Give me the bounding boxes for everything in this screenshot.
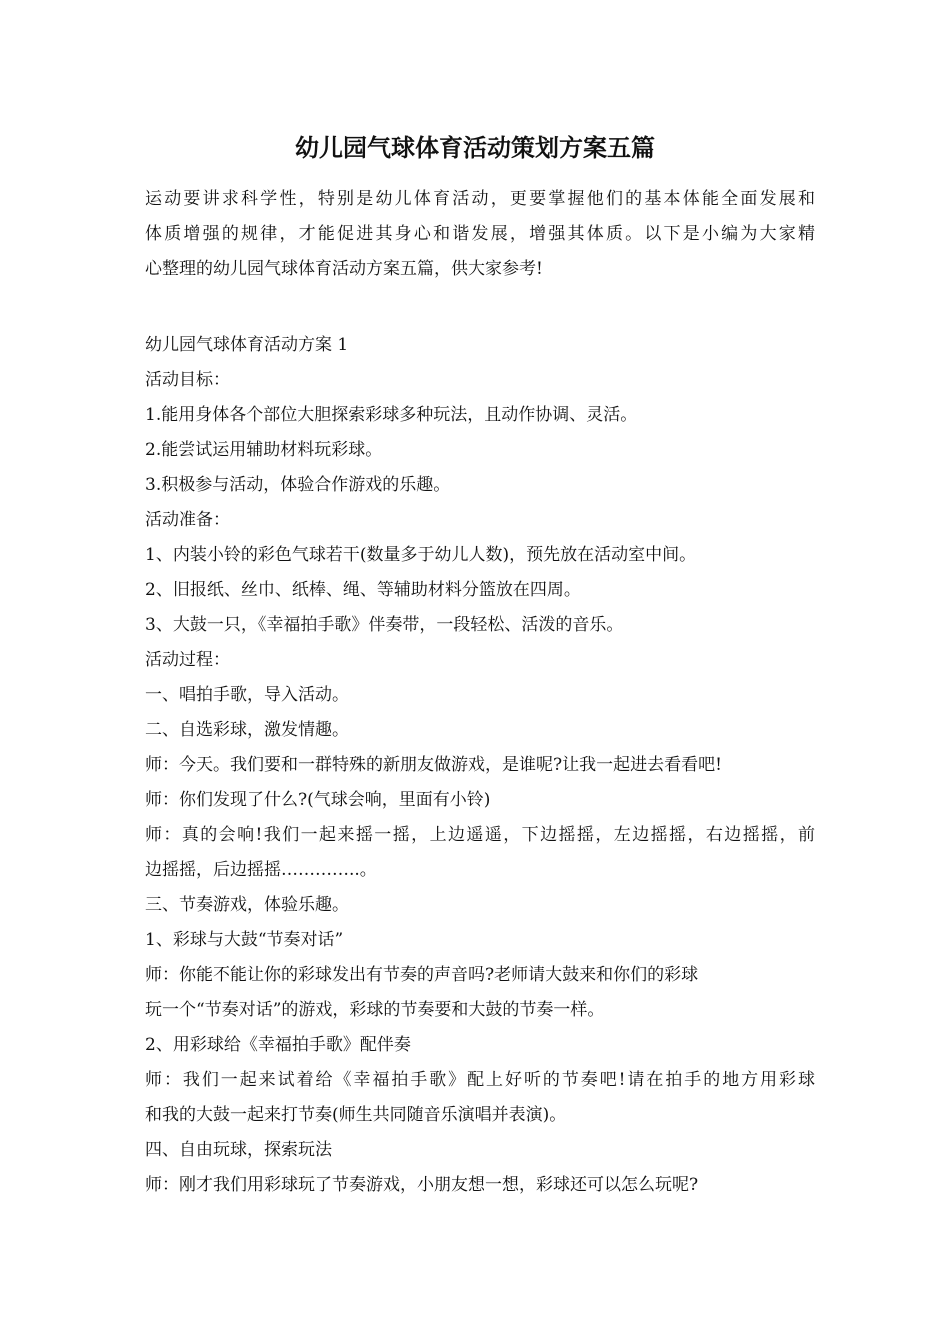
body-line: 一、唱拍手歌，导入活动。 [145, 685, 349, 705]
body-line: 1、内装小铃的彩色气球若干(数量多于幼儿人数)，预先放在活动室中间。 [145, 545, 697, 565]
body-line: 师：我们一起来试着给《幸福拍手歌》配上好听的节奏吧!请在拍手的地方用彩球 [145, 1070, 815, 1090]
body-line: 师：刚才我们用彩球玩了节奏游戏，小朋友想一想，彩球还可以怎么玩呢? [145, 1175, 699, 1195]
body-line: 1、彩球与大鼓“节奏对话” [145, 930, 344, 950]
subheading-process: 活动过程： [145, 650, 230, 670]
subheading-goals: 活动目标： [145, 370, 230, 390]
intro-line: 体质增强的规律，才能促进其身心和谐发展，增强其体质。以下是小编为大家精 [145, 224, 815, 244]
body-line: 三、节奏游戏，体验乐趣。 [145, 895, 349, 915]
body-line: 四、自由玩球，探索玩法 [145, 1140, 332, 1160]
body-line: 2.能尝试运用辅助材料玩彩球。 [145, 440, 383, 460]
body-line: 2、旧报纸、丝巾、纸棒、绳、等辅助材料分篮放在四周。 [145, 580, 581, 600]
body-line: 玩一个“节奏对话”的游戏，彩球的节奏要和大鼓的节奏一样。 [145, 1000, 605, 1020]
body-line: 师：真的会响!我们一起来摇一摇，上边遥遥，下边摇摇，左边摇摇，右边摇摇，前 [145, 825, 815, 845]
body-line: 1.能用身体各个部位大胆探索彩球多种玩法，且动作协调、灵活。 [145, 405, 638, 425]
body-line: 二、自选彩球，激发情趣。 [145, 720, 349, 740]
body-line: 师：你能不能让你的彩球发出有节奏的声音吗?老师请大鼓来和你们的彩球 [145, 965, 699, 985]
intro-line: 运动要讲求科学性，特别是幼儿体育活动，更要掌握他们的基本体能全面发展和 [145, 189, 815, 209]
body-line: 和我的大鼓一起来打节奏(师生共同随音乐演唱并表演)。 [145, 1105, 567, 1125]
body-line: 师：今天。我们要和一群特殊的新朋友做游戏，是谁呢?让我一起进去看看吧! [145, 755, 722, 775]
body-line: 师：你们发现了什么?(气球会响，里面有小铃) [145, 790, 491, 810]
document-title: 幼儿园气球体育活动策划方案五篇 [295, 133, 655, 162]
section-heading: 幼儿园气球体育活动方案 1 [145, 335, 349, 355]
document-body [145, 328, 815, 1203]
body-line: 3.积极参与活动，体验合作游戏的乐趣。 [145, 475, 451, 495]
subheading-preparation: 活动准备： [145, 510, 230, 530]
intro-line: 心整理的幼儿园气球体育活动方案五篇，供大家参考! [145, 259, 543, 279]
body-line: 2、用彩球给《幸福拍手歌》配伴奏 [145, 1035, 411, 1055]
body-line: 边摇摇，后边摇摇…………..。 [145, 860, 377, 880]
body-line: 3、大鼓一只，《幸福拍手歌》伴奏带，一段轻松、活泼的音乐。 [145, 615, 624, 635]
intro-paragraph [145, 182, 815, 287]
